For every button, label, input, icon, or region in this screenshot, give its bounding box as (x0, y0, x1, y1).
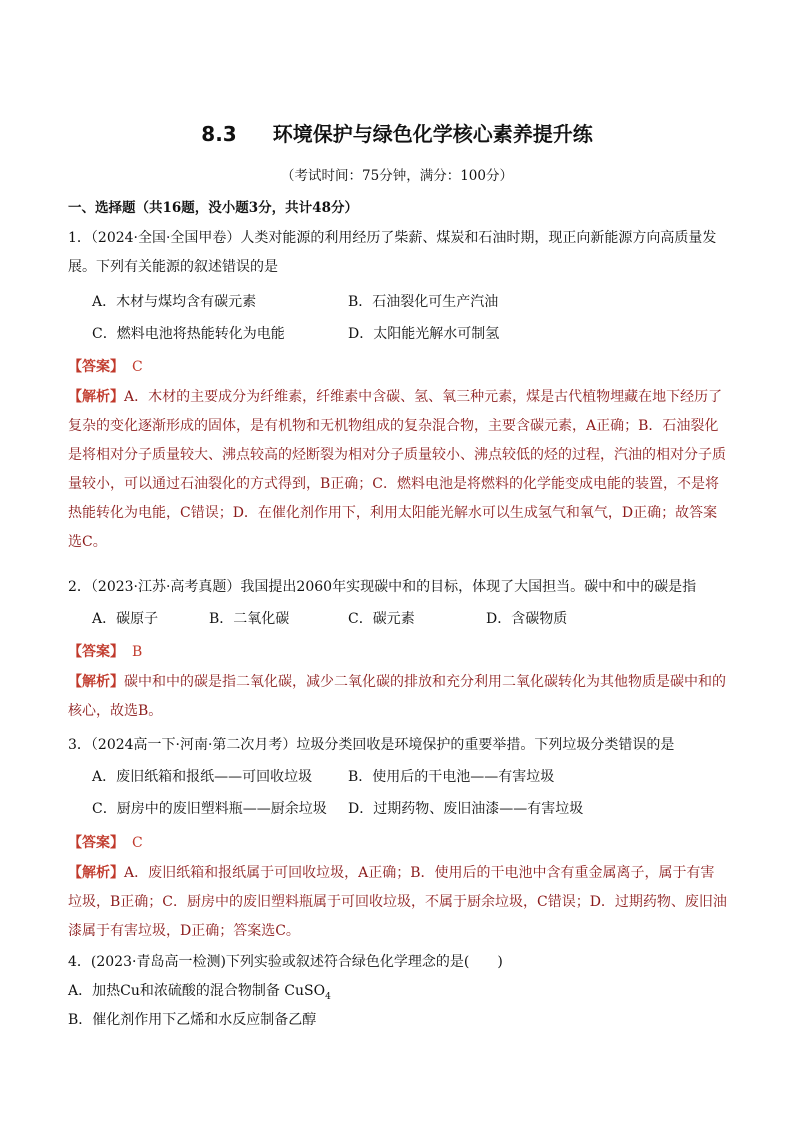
section-heading: 一、选择题（共16题，没小题3分，共计48分） (68, 200, 358, 216)
explanation-text: A．木材的主要成分为纤维素，纤维素中含碳、氢、氧三种元素，煤是古代植物埋藏在地下经历了复杂的变化逐渐形成的固体，是有机物和无机物组成的复杂混合物，主要含碳元素，A正确；B．石油裂化是将相对分子质量较大、沸点较高的烃断裂为相对分子质量较小、沸点较低的烃的过程，汽油的相对分子质量较小，可以通过石油裂化的方式得到，B正确；C．燃料电池是将燃料的化学能变成电能的装置，不是将热能转化为电能，C错误；D．在催化剂作用下，利用太阳能光解水可以生成氢气和氧气，D正确；故答案选C。 (68, 389, 726, 550)
explanation-tag: 【解析】 (68, 389, 124, 405)
explanation-tag: 【解析】 (68, 674, 124, 690)
page-title (0, 118, 794, 147)
explanation-text: A．废旧纸箱和报纸属于可回收垃圾，A正确；B．使用后的干电池中含有重金属离子，属于有害垃圾，B正确；C．厨房中的废旧塑料瓶属于可回收垃圾，不属于厨余垃圾，C错误；D．过期药物、废旧油漆属于有害垃圾，D正确；答案选C。 (68, 865, 727, 939)
explanation-2 (68, 668, 728, 726)
title-text: 环境保护与绿色化学核心素养提升练 (272, 122, 593, 146)
option-c: C．燃料电池将热能转化为电能 (92, 326, 285, 342)
option-c: C．碳元素 (348, 611, 415, 627)
answer-tag: 【答案】 (68, 359, 124, 375)
option-b: B．石油裂化可生产汽油 (348, 294, 499, 310)
option-b: B．二氧化碳 (209, 611, 290, 627)
option-d: D．过期药物、废旧油漆——有害垃圾 (348, 801, 584, 817)
question-2-stem: 2．（2023·江苏·高考真题）我国提出2060年实现碳中和的目标，体现了大国担当。碳中和中的碳是指 (68, 579, 697, 595)
question-4-option-b: B．催化剂作用下乙烯和水反应制备乙醇 (68, 1012, 317, 1028)
question-3-stem: 3．（2024高一下·河南·第二次月考）垃圾分类回收是环境保护的重要举措。下列垃圾分类错误的是 (68, 737, 675, 753)
option-a: A．木材与煤均含有碳元素 (92, 294, 257, 310)
option-b: B．使用后的干电池——有害垃圾 (348, 769, 555, 785)
option-a: A．废旧纸箱和报纸——可回收垃圾 (92, 769, 313, 785)
option-d: D．含碳物质 (486, 611, 568, 627)
question-4-stem: 4．(2023·青岛高一检测)下列实验或叙述符合绿色化学理念的是( ) (68, 954, 503, 970)
option-a: A．碳原子 (92, 611, 159, 627)
answer-tag: 【答案】 (68, 835, 124, 851)
exam-info: （考试时间：75分钟，满分：100分） (281, 168, 513, 184)
answer-value: B (132, 644, 143, 660)
explanation-text: 碳中和中的碳是指二氧化碳，减少二氧化碳的排放和充分利用二氧化碳转化为其他物质是碳中和的核心，故选B。 (68, 674, 726, 719)
answer-1 (68, 356, 143, 376)
question-4-option-a (68, 981, 331, 1007)
question-1-stem: 1．（2024·全国·全国甲卷）人类对能源的利用经历了柴薪、煤炭和石油时期，现正向新能源方向高质量发展。下列有关能源的叙述错误的是 (68, 230, 717, 275)
option-d: D．太阳能光解水可制氢 (348, 326, 500, 342)
subscript: 4 (325, 991, 331, 1002)
answer-value: C (132, 359, 143, 375)
option-a-text: A．加热Cu和浓硫酸的混合物制备 CuSO (68, 983, 326, 999)
section-number: 8.3 (201, 122, 237, 146)
explanation-1 (68, 383, 728, 557)
explanation-3 (68, 859, 728, 946)
answer-3 (68, 832, 143, 852)
answer-2 (68, 641, 142, 661)
option-c: C．厨房中的废旧塑料瓶——厨余垃圾 (92, 801, 327, 817)
answer-tag: 【答案】 (68, 644, 124, 660)
explanation-tag: 【解析】 (68, 865, 124, 881)
answer-value: C (132, 835, 143, 851)
